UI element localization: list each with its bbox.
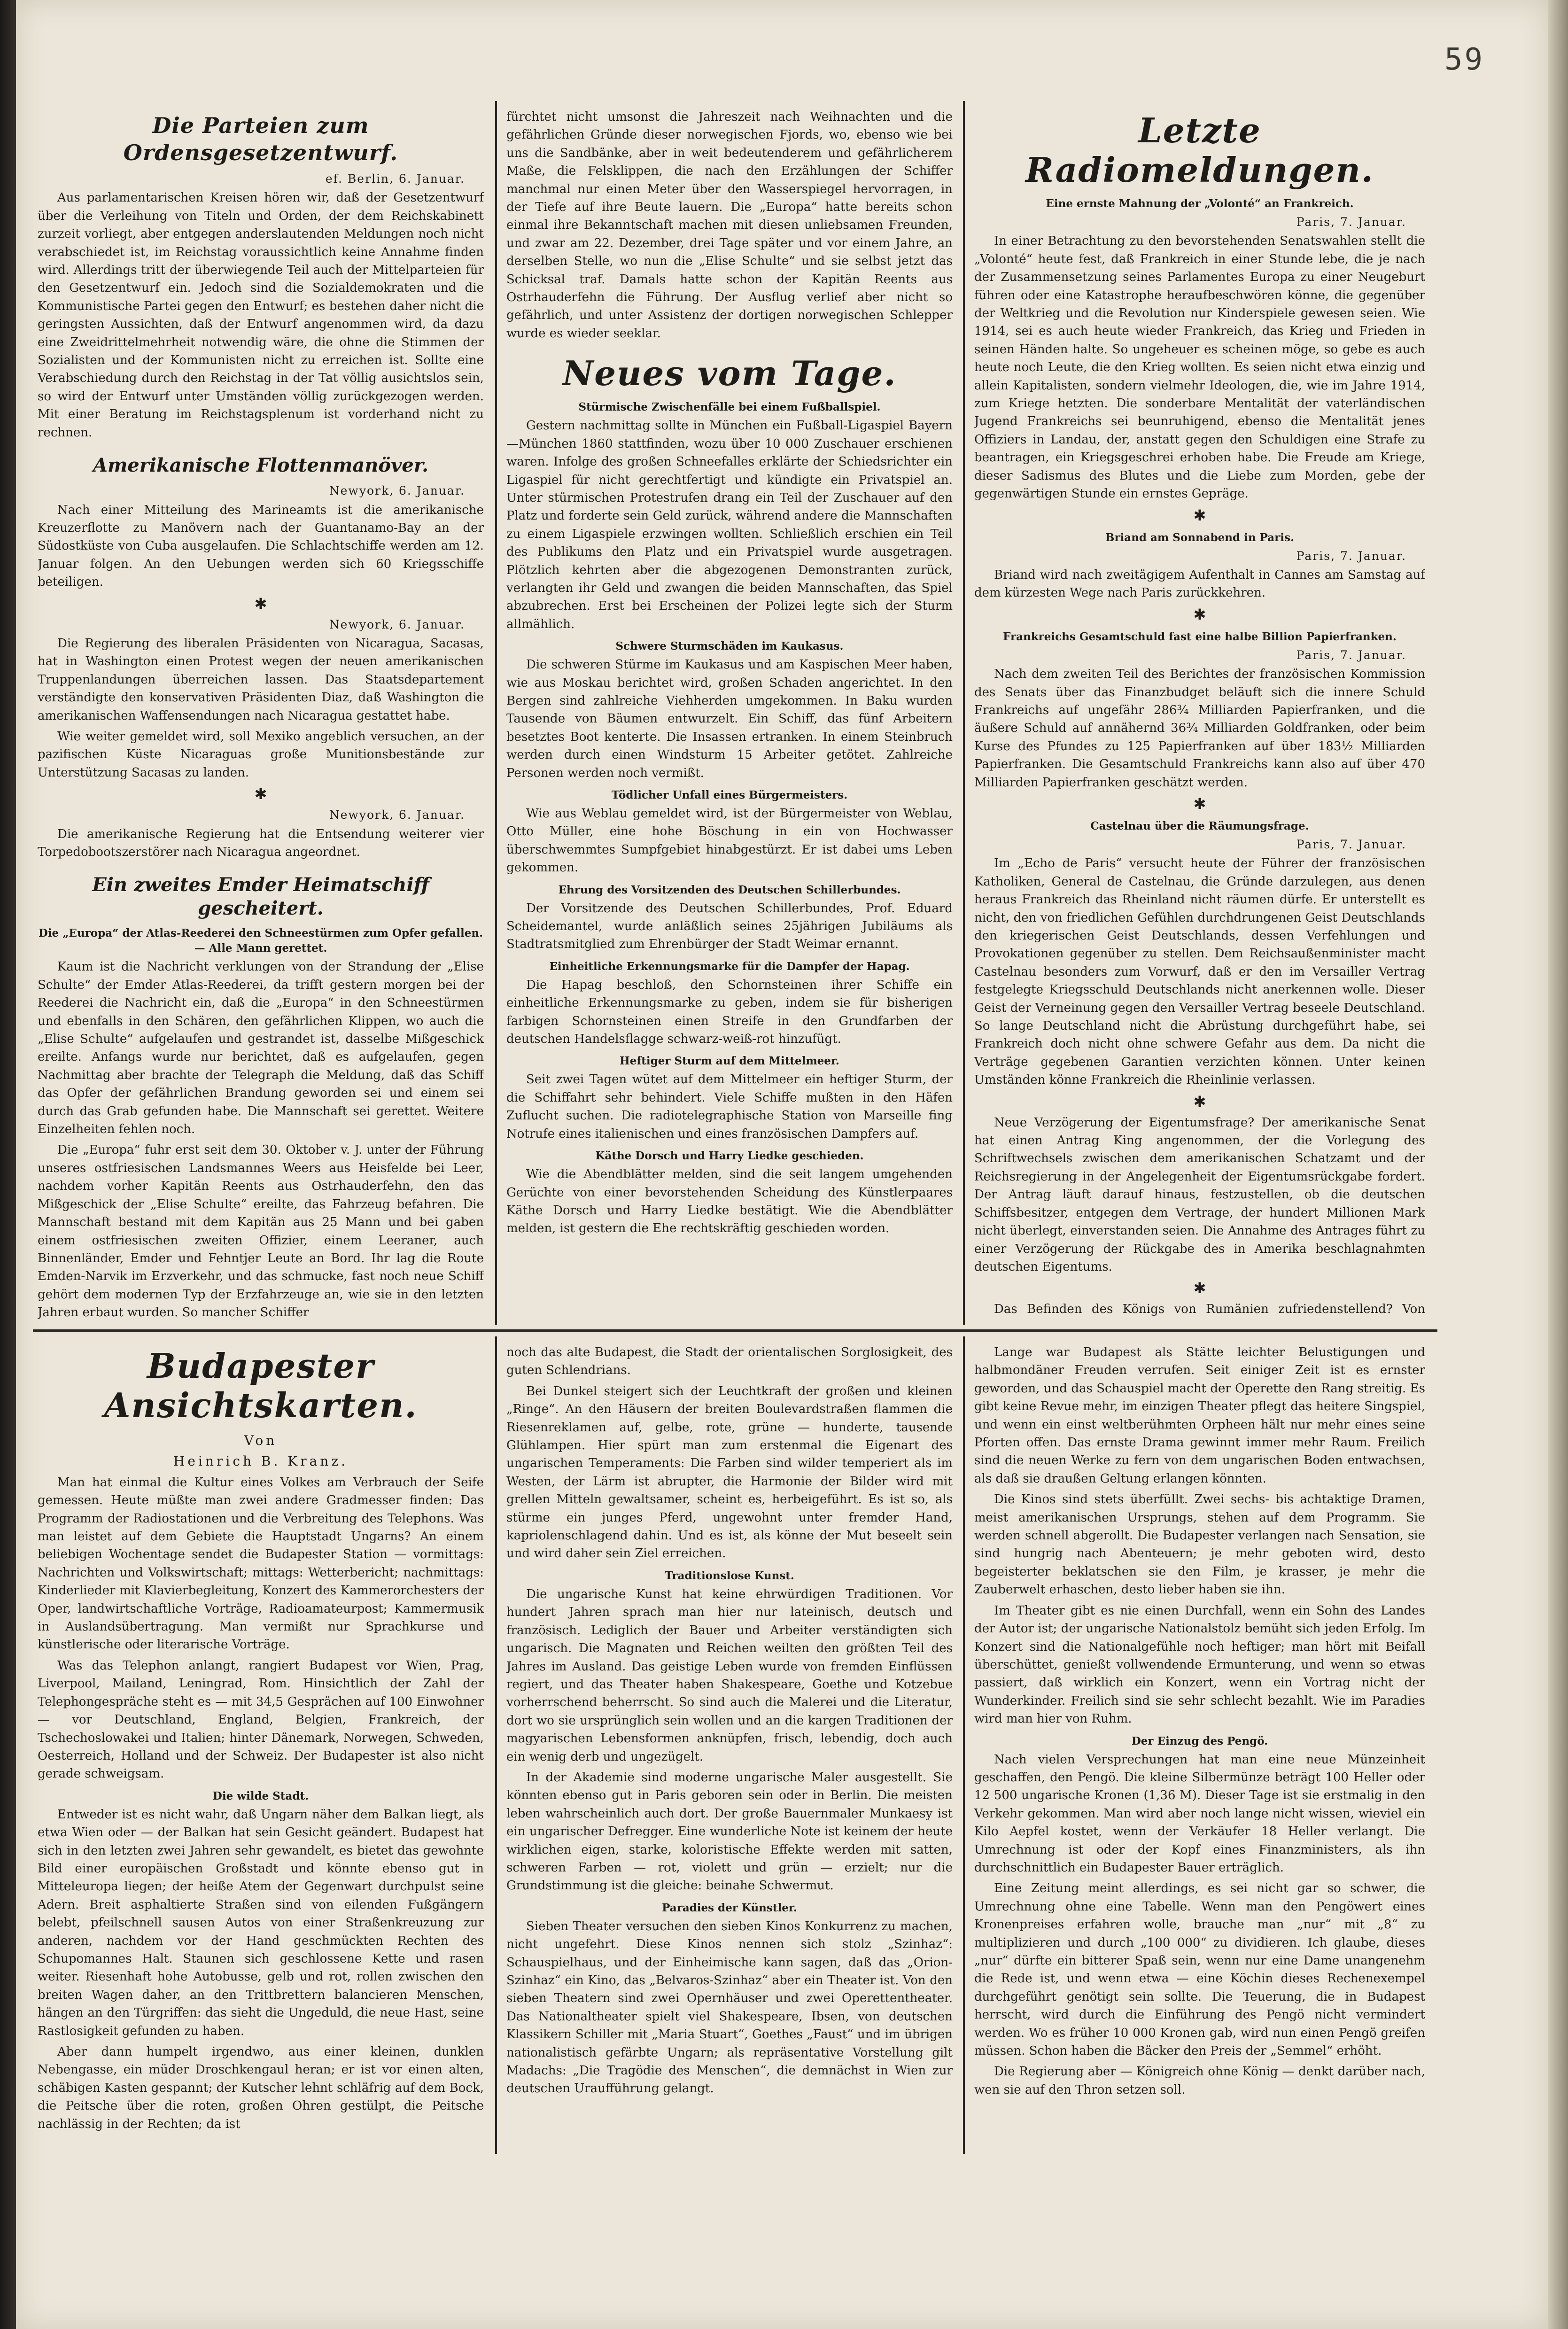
paragraph: Aber dann humpelt irgendwo, aus einer kleinen, dunklen Nebengasse, ein müder Droschkengaul heran; er ist vor einen alten, schäbigen Kasten gespannt; der Kutscher lehnt schläfrig auf dem Bock, die Peitsche über die roten, großen Ohren gestülpt, die Peitsche nachlässig in der Rechten; da ist	[38, 2045, 484, 2131]
column-rule	[963, 101, 965, 1325]
separator-star: ✱	[1193, 794, 1206, 813]
headline-budapester-ansichtskarten: Budapester Ansichtskarten.	[104, 1346, 418, 1425]
subheadline: Eine ernste Mahnung der „Volonté“ an Frankreich.	[1046, 197, 1354, 210]
paragraph: Was das Telephon anlangt, rangiert Budapest vor Wien, Prag, Liverpool, Mailand, Leningrad, Rom. Hinsichtlich der Zahl der Telephongespräche steht es — mit 34,5 Gesprächen auf 100 Einwohner — vor Deutschland, England, Belgien, Frankreich, der Tschechoslowakei und Italien; hinter Dänemark, Norwegen, Schweden, Oesterreich, Holland und der Schweiz. Der Budapester ist also nicht gerade schweigsam.	[38, 1658, 484, 1781]
subheadline: Traditionslose Kunst.	[665, 1569, 794, 1582]
subheadline: Der Einzug des Pengö.	[1131, 1734, 1268, 1747]
page-edge	[1548, 0, 1568, 2329]
paragraph: Seit zwei Tagen wütet auf dem Mittelmeer ein heftiger Sturm, der die Schiffahrt sehr behindert. Viele Schiffe mußten in den Häfen Zuflucht suchen. Die radiotelegraphische Station von Marseille fing Notrufe eines italienischen und eines französischen Dampfers auf.	[506, 1072, 953, 1141]
paragraph: Die Regierung aber — Königreich ohne König — denkt darüber nach, wen sie auf den Thron setzen soll.	[974, 2065, 1425, 2097]
page-number: 59	[1444, 42, 1485, 77]
byline-author: Heinrich B. Kranz.	[173, 1453, 348, 1469]
dateline: Paris, 7. Januar.	[1296, 648, 1406, 662]
section-divider	[33, 1329, 1437, 1332]
paragraph: Die „Europa“ fuhr erst seit dem 30. Oktober v. J. unter der Führung unseres ostfriesischen Landsmannes Weers aus Heisfelde bei Leer, nachdem vorher Kapitän Reents aus Ostrhauderfehn, den das Mißgeschick der „Elise Schulte“ ereilte, das Fahrzeug befahren. Die Mannschaft bestand mit dem Kapitän aus 25 Mann und bei gaben einem ostfriesischen zweiten Offizier, einem Leeraner, auch Binnenländer, Emder und Fehntjer Leute an Bord. Ihr lag die Route Emden-Narvik im Erzverkehr, und das schmucke, fast noch neue Schiff gehört dem modernen Typ der Erzfahrzeuge an, wie sie in den letzten Jahren erbaut wurden. So mancher Schiffer	[38, 1143, 484, 1320]
paragraph: Entweder ist es nicht wahr, daß Ungarn näher dem Balkan liegt, als etwa Wien oder — der Balkan hat sein Gesicht geändert. Budapest hat sich in den letzten zwei Jahren sehr gewandelt, es bietet das gewohnte Bild einer europäischen Großstadt und könnte ebenso gut in Mitteleuropa liegen; der heiße Atem der Gegenwart durchpulst seine Adern. Breit asphaltierte Straßen sind von eilenden Fußgängern belebt, pfeilschnell sausen Autos von einer Straßenkreuzung zur anderen, nachdem vor der Hand geschmückten Rechten des Schupomannes Halt. Staunen sich geschlossene Kette und rasen weiter. Riesenhaft hohe Autobusse, gelb und rot, rollen zwischen den breiten Wagen daher, an den Trittbrettern balancieren Menschen, hängen an den Türgriffen: das sieht die Ungeduld, die neue Hast, seine Rastlosigkeit gefunden zu haben.	[38, 1807, 484, 2038]
byline-von: Von	[244, 1433, 278, 1448]
dateline: Newyork, 6. Januar.	[329, 484, 465, 498]
column-1	[38, 108, 484, 1320]
subheadline: Käthe Dorsch und Harry Liedke geschieden.	[595, 1149, 864, 1163]
paragraph: Lange war Budapest als Stätte leichter Belustigungen und halbmondäner Freuden verrufen. Seit einiger Zeit ist es ernster geworden, und das Schauspiel macht der Operette den Rang streitig. Es gibt keine Revue mehr, im einzigen Theater pflegt das heitere Singspiel, und wenn ein einst weltberühmten Orpheen hält nur mehr eines seine Pforten offen. Das ernste Drama gewinnt immer mehr Raum. Freilich sind die neuen Werke zu fern von dem ungarischen Boden entwachsen, als daß sie draußen Geltung erlangen könnten.	[974, 1345, 1425, 1486]
paragraph: In einer Betrachtung zu den bevorstehenden Senatswahlen stellt die „Volonté“ heute fest, daß Frankreich in einer Stunde lebe, die je nach der Zusammensetzung seines Parlamentes Europa zu einer Neugeburt führen oder eine Katastrophe heraufbeschwören könne, die gegenüber der Weltkrieg und die Revolution nur Kinderspiele gewesen seien. Wie 1914, sei es auch heute wieder Frankreich, das Krieg und Frieden in seinen Händen halte. So ungeheuer es scheinen möge, so gebe es auch heute noch Leute, die den Krieg wollten. Es seien nicht etwa einzig und allein Kapitalisten, sondern vielmehr Ideologen, die, wie im Jahre 1914, zum Kriege hetzten. Die sonderbare Mentalität der vaterländischen Jugend Frankreichs sei beunruhigend, ebenso die Mentalität jenes Offiziers in Landau, der, anstatt gegen den Schuldigen eine Strafe zu beantragen, ein Kriegsgeschrei erhoben habe. Die Freude am Kriege, dieser Sadismus des Blutes und die Liebe zum Morden, gebe der gegenwärtigen Stunde ein ernstes Gepräge.	[974, 234, 1425, 501]
dateline: Paris, 7. Januar.	[1296, 215, 1406, 229]
paragraph: Nach vielen Versprechungen hat man eine neue Münzeinheit geschaffen, den Pengö. Die kleine Silbermünze beträgt 100 Heller oder 12 500 ungarische Kronen (1,36 M). Dieser Tage ist sie erstmalig in den Verkehr gekommen. Man wird aber noch lange nicht wissen, wieviel ein Kilo Aepfel kostet, wenn der Verkäufer 18 Heller verlangt. Die Umrechnung ist oder der Kopf eines Finanzministers, als ihn durchschnittlich ein Budapester Bauer erträglich.	[974, 1752, 1425, 1875]
dateline: Newyork, 6. Januar.	[329, 808, 465, 822]
paragraph: Bei Dunkel steigert sich der Leuchtkraft der großen und kleinen „Ringe“. An den Häusern der breiten Boulevardstraßen flammen die Riesenreklamen auf, gelbe, rote, grüne — hunderte, tausende Glühlampen. Hier spürt man zum erstenmal die Eigenart des ungarischen Temperaments: Die Farben sind wilder temperiert als im Westen, der Lärm ist abrupter, die Harmonie der Bilder wird mit grellen Mitteln gewaltsamer, scheint es, herbeigeführt. Es ist so, als stürme ein junges Pferd, ungewohnt unter fremder Hand, kapriolenschlagend dahin. Und es ist, als könne der Mut beseelt sein und wird daher sein Ziel erreichen.	[506, 1384, 953, 1561]
dateline: Newyork, 6. Januar.	[329, 617, 465, 631]
subheadline: Ehrung des Vorsitzenden des Deutschen Schillerbundes.	[558, 883, 901, 896]
subheadline: Castelnau über die Räumungsfrage.	[1090, 819, 1309, 832]
column-rule	[495, 1336, 497, 2154]
separator-star: ✱	[1193, 605, 1206, 623]
dateline: ef. Berlin, 6. Januar.	[325, 172, 465, 186]
feuilleton-column-3	[974, 1343, 1425, 2151]
feuilleton-column-2	[506, 1343, 953, 2151]
paragraph: Der Vorsitzende des Deutschen Schillerbundes, Prof. Eduard Scheidemantel, wurde anläßlich seines 25jährigen Jubiläums als Stadtratsmitglied zum Ehrenbürger der Stadt Weimar ernannt.	[506, 901, 953, 952]
subheadline: Stürmische Zwischenfälle bei einem Fußballspiel.	[578, 401, 881, 414]
section-title-neues-vom-tage: Neues vom Tage.	[562, 353, 897, 394]
paragraph: Im „Echo de Paris“ versucht heute der Führer der französischen Katholiken, General de Castelnau, die Gründe darzulegen, aus denen heraus Frankreich das Rheinland nicht räumen dürfe. Er unterstellt es nicht, den von friedlichen Gefühlen durchdrungenen Geist Deutschlands den kriegerischen Geist Deutschlands, dessen Verfehlungen und Provokationen gegenüber zu stellen. Dem Reichsaußenminister macht Castelnau besonders zum Vorwurf, daß er den im Versailler Vertrag festgelegte Kriegsschuld Deutschlands nicht anerkennen wolle. Dieser Geist der Verneinung gegen den Versailler Vertrag beseele Deutschland. So lange Deutschland nicht die Abrüstung durchgeführt habe, sei Frankreich doch nicht ohne schwere Gefahr aus dem. Da nicht die Verträge gegebenen Garantien verzichten können. Unter keinen Umständen könne Frankreich die Rheinlinie verlassen.	[974, 856, 1425, 1087]
paragraph: fürchtet nicht umsonst die Jahreszeit nach Weihnachten und die gefährlichen Gründe dieser norwegischen Fjords, wo, ebenso wie bei uns die Sandbänke, aber in weit bedeutenderem und gefährlicherem Maße, die Felsklippen, die nach den Erzählungen der Schiffer manchmal nur einen Meter über den Wasserspiegel hervorragen, in der Tiefe auf ihre Beute lauern. Die „Europa“ hatte bereits schon einmal ihre Bekanntschaft machen mit diesen unliebsamen Freunden, und zwar am 22. Dezember, drei Tage später und vor einem Jahre, an derselben Stelle, wo nun die „Elise Schulte“ und sie selbst jetzt das Schicksal traf. Damals hatte schon der Kapitän Reents aus Ostrhauderfehn die Führung. Der Ausflug verlief aber nicht so gefährlich, und unter Assistenz der dortigen norwegischen Schlepper wurde es wieder seeklar.	[506, 110, 953, 341]
paragraph: Wie die Abendblätter melden, sind die seit langem umgehenden Gerüchte von einer bevorstehenden Scheidung des Künstlerpaares Käthe Dorsch und Harry Liedke bestätigt. Wie die Abendblätter melden, ist gestern die Ehe rechtskräftig geschieden worden.	[506, 1167, 953, 1236]
paragraph: Die ungarische Kunst hat keine ehrwürdigen Traditionen. Vor hundert Jahren sprach man hier nur lateinisch, deutsch und französisch. Lediglich der Bauer und Arbeiter verständigten sich ungarisch. Die Magnaten und Reichen weilten den größten Teil des Jahres im Ausland. Das geistige Leben wurde von fremden Einflüssen regiert, und das Theater haben Shakespeare, Goethe und Kotzebue vorherrschend beherrscht. So sind auch die Malerei und die Literatur, dort wo sie ursprünglich sein wollen und an die kargen Traditionen der magyarischen Lebensformen anknüpfen, frisch, lebendig, doch auch ein wenig derb und ungezügelt.	[506, 1587, 953, 1764]
paragraph: Man hat einmal die Kultur eines Volkes am Verbrauch der Seife gemessen. Heute müßte man zwei andere Gradmesser finden: Das Programm der Radiostationen und die Verbreitung des Telephons. Was man leistet auf dem Gebiete die Hauptstadt Ungarns? An einem beliebigen Wochentage sendet die Budapester Station — vormittags: Nachrichten und Volkswirtschaft; mittags: Wetterbericht; nachmittags: Kinderlieder mit Klavierbegleitung, Konzert des Kammerorchesters der Oper, landwirtschaftliche Vorträge, Radioamateurpost; Kammermusik in Auslandsübertragung. Man vermißt nur Sprachkurse und künstlerische oder literarische Vorträge.	[38, 1475, 484, 1652]
book-binding	[0, 0, 16, 2329]
paragraph: Gestern nachmittag sollte in München ein Fußball-Ligaspiel Bayern—München 1860 stattfinden, wozu über 10 000 Zuschauer erschienen waren. Infolge des großen Schneefalles erklärte der Schiedsrichter ein Ligaspiel für nicht gerechtfertigt und kündigte ein Privatspiel an. Unter stürmischen Protestrufen drang ein Teil der Zuschauer auf den Platz und forderte sein Geld zurück, während andere die Mannschaften zu einem Ligaspiele erzwingen wollten. Schließlich erschien ein Teil des Publikums den Platz und ein Privatspiel wurde ausgetragen. Plötzlich kehrten aber die abgezogenen Demonstranten zurück, verlangten ihr Geld und zwangen die beiden Mannschaften, das Spiel abzubrechen. Erst bei Erscheinen der Polizei legte sich der Sturm allmählich.	[506, 419, 953, 631]
subheadline: Die wilde Stadt.	[212, 1789, 309, 1802]
separator-star: ✱	[1193, 1279, 1206, 1297]
paragraph: Sieben Theater versuchen den sieben Kinos Konkurrenz zu machen, nicht ungefehrt. Diese Kinos nennen sich stolz „Szinhaz“: Schauspielhaus, und der Einheimische kann sagen, daß das „Orion-Szinhaz“ ein Kino, das „Belvaros-Szinhaz“ aber ein Theater ist. Von den sieben Theatern sind zwei Opernhäuser und zwei Operettentheater. Das Nationaltheater spielt viel Shakespeare, Ibsen, von deutschen Klassikern Schiller mit „Maria Stuart“, Goethes „Faust“ und im übrigen nationalistisch gefärbte Ungarn; als repräsentative Vorstellung gilt Madachs: „Die Tragödie des Menschen“, die demnächst in Wien zur deutschen Uraufführung gelangt.	[506, 1919, 953, 2096]
paragraph: Wie aus Weblau gemeldet wird, ist der Bürgermeister von Weblau, Otto Müller, eine hohe Böschung in ein von Hochwasser überschwemmtes Sumpfgebiet hinabgestürzt. Er ist dabei ums Leben gekommen.	[506, 807, 953, 875]
column-rule	[495, 101, 497, 1325]
dateline: Paris, 7. Januar.	[1296, 837, 1406, 851]
subheadline: Einheitliche Erkennungsmarke für die Dampfer der Hapag.	[549, 960, 910, 973]
paragraph: Neue Verzögerung der Eigentumsfrage? Der amerikanische Senat hat einen Antrag King angenommen, der die Vorlegung des Schriftwechsels zwischen dem amerikanischen Schatzamt und der Reichsregierung in der Angelegenheit der Eigentumsrückgabe fordert. Der Antrag läuft darauf hinaus, festzustellen, ob die deutschen Schiffsbesitzer, entgegen dem Vertrage, der hundert Millionen Mark nicht überlegt, einverstanden seien. Die Annahme des Antrages führt zu einer Verzögerung der Rückgabe des in Amerika beschlagnahmten deutschen Eigentums.	[974, 1115, 1425, 1274]
subheadline: Heftiger Sturm auf dem Mittelmeer.	[620, 1055, 839, 1068]
separator-star: ✱	[254, 785, 267, 803]
subheadline: Paradies der Künstler.	[662, 1901, 797, 1914]
subheadline: Die „Europa“ der Atlas-Reederei den Schneestürmen zum Opfer gefallen. — Alle Mann gerettet.	[38, 927, 483, 955]
dateline: Paris, 7. Januar.	[1296, 549, 1406, 563]
headline-letzte-radiomeldungen: Letzte Radiomeldungen.	[1025, 110, 1374, 190]
paragraph: Eine Zeitung meint allerdings, es sei nicht gar so schwer, die Umrechnung ohne eine Tabelle. Wenn man den Pengöwert eines Kronenpreises erfahren wolle, brauche man „nur“ mit „8“ zu multiplizieren und durch „100 000“ zu dividieren. Ich glaube, dieses „nur“ dürfte ein bitterer Spaß sein, wenn nur eine Dame unangenehm die Rede ist, und wenn etwa — eine Köchin dieses Rechenexempel durchgeführt genötigt sein sollte. Die Teuerung, die in Budapest herrscht, wird durch die Einführung des Pengö nicht vermindert werden. Wo es früher 10 000 Kronen gab, wird nun einen Pengö greifen müssen. Schon haben die Bäcker den Preis der „Semmel“ erhöht.	[974, 1881, 1425, 2058]
feuilleton-column-1	[38, 1343, 484, 2151]
paragraph: Wie weiter gemeldet wird, soll Mexiko angeblich versuchen, an der pazifischen Küste Nicaraguas große Munitionsbestände zur Unterstützung Sacasas zu landen.	[38, 729, 484, 780]
paragraph: Aus parlamentarischen Kreisen hören wir, daß der Gesetzentwurf über die Verleihung von Titeln und Orden, der dem Reichskabinett zurzeit vorliegt, aber entgegen anderslautenden Meldungen noch nicht verabschiedet ist, im Reichstag voraussichtlich keine Annahme finden wird. Allerdings tritt der überwiegende Teil auch der Mittelparteien für den Gesetzentwurf ein. Jedoch sind die Sozialdemokraten und die Kommunistische Partei gegen den Entwurf; es bestehen daher nicht die geringsten Aussichten, daß der Entwurf angenommen wird, da dazu eine Zweidrittelmehrheit notwendig wäre, die ohne die Stimmen der Sozialisten und der Kommunisten nicht zu erreichen ist. Sollte eine Verabschiedung durch den Reichstag in der Tat völlig ausichtslos sein, so wird der Entwurf unter Umständen völlig zurückgezogen werden. Mit einer Beratung im Reichstagsplenum ist vorderhand nicht zu rechnen.	[38, 191, 484, 440]
column-2	[506, 108, 953, 1320]
subheadline: Schwere Sturmschäden im Kaukasus.	[615, 640, 844, 653]
paragraph: Kaum ist die Nachricht verklungen von der Strandung der „Elise Schulte“ der Emder Atlas-Reederei, da trifft gestern morgen bei der Reederei die Nachricht ein, daß die „Europa“ in den Schneestürmen und ebenfalls in den Schären, den gefährlichen Klippen, wo auch die „Elise Schulte“ aufgelaufen und gestrandet ist, dasselbe Mißgeschick ereilte. Anfangs wurde nur berichtet, daß es aufgelaufen, gegen Nachmittag aber brachte der Telegraph die Meldung, daß das Schiff das Opfer der gefährlichen Brandung geworden sei und einem sei durch das Grab gefunden habe. Die Mannschaft sei gerettet. Weitere Einzelheiten fehlen noch.	[38, 960, 484, 1137]
paragraph: Im Theater gibt es nie einen Durchfall, wenn ein Sohn des Landes der Autor ist; der ungarische Nationalstolz bemüht sich jeden Erfolg. Im Konzert sind die Nationalgefühle noch heftiger; man hört mit Beifall überschüttet, genießt vollwendende Ermunterung, und wenn so etwas passiert, daß wirklich ein Konzert, wenn ein Vortrag nicht der Wunderkinder. Freilich sind sie sehr schlecht bezahlt. Wie im Paradies wird man hier von Ruhm.	[974, 1603, 1425, 1726]
column-rule	[963, 1336, 965, 2154]
paragraph: Die amerikanische Regierung hat die Entsendung weiterer vier Torpedobootszerstörer nach Nicaragua angeordnet.	[38, 827, 484, 859]
subheadline: Tödlicher Unfall eines Bürgermeisters.	[611, 789, 848, 801]
separator-star: ✱	[254, 594, 267, 613]
paragraph: Nach einer Mitteilung des Marineamts ist die amerikanische Kreuzerflotte zu Manövern nach der Guantanamo-Bay an der Südostküste von Cuba ausgelaufen. Die Schlachtschiffe werden am 12. Januar folgen. An den Uebungen werden sich 60 Kriegsschiffe beteiligen.	[38, 503, 484, 590]
paragraph: noch das alte Budapest, die Stadt der orientalischen Sorglosigkeit, des guten Schlendrians.	[506, 1345, 953, 1378]
headline-flottenmanoever: Amerikanische Flottenmanöver.	[93, 454, 429, 477]
paragraph: Die Hapag beschloß, den Schornsteinen ihrer Schiffe ein einheitliche Erkennungsmarke zu geben, indem sie für bisherigen farbigen Schornsteinen einen Streife in den Grundfarben der deutschen Handelsflagge schwarz-weiß-rot hinzufügt.	[506, 978, 953, 1047]
headline-emder-heimatschiff: Ein zweites Emder Heimatschiff gescheitert.	[92, 874, 429, 920]
paragraph: Die Regierung des liberalen Präsidenten von Nicaragua, Sacasas, hat in Washington einen Protest wegen der neuen amerikanischen Truppenlandungen überreichen lassen. Das Staatsdepartement verständigte den konservativen Präsidenten Diaz, daß Washington die amerikanischen Waffensendungen nach Nicaragua gestattet habe.	[38, 636, 484, 723]
separator-star: ✱	[1193, 1092, 1206, 1110]
paragraph: Das Befinden des Königs von Rumänien zufriedenstellend? Von	[994, 1302, 1425, 1317]
subheadline: Briand am Sonnabend in Paris.	[1105, 531, 1294, 544]
headline-ordensgesetz: Die Parteien zum Ordensgesetzentwurf.	[123, 113, 398, 165]
paragraph: Briand wird nach zweitägigem Aufenthalt in Cannes am Samstag auf dem kürzesten Wege nach Paris zurückkehren.	[974, 567, 1425, 600]
paragraph: In der Akademie sind moderne ungarische Maler ausgestellt. Sie könnten ebenso gut in Paris geboren sein oder in Berlin. Die meisten leben wahrscheinlich auch dort. Der große Bauernmaler Munkaesy ist ein ungarischer Defregger. Eine wunderliche Note ist keinem der heute wirklichen eigen, starke, koloristische Effekte werden mit satten, schweren Farben — rot, violett und grün — erzielt; nur die Grundstimmung ist die gleiche: beinahe Schwermut.	[506, 1770, 953, 1893]
paragraph: Nach dem zweiten Teil des Berichtes der französischen Kommission des Senats über das Finanzbudget beläuft sich die innere Schuld Frankreichs auf ungefähr 286¾ Milliarden Papierfranken, und die äußere Schuld auf annähernd 36¾ Milliarden Goldfranken, oder beim Kurse des Pfundes zu 125 Papierfranken auf über 183½ Milliarden Papierfranken. Die Gesamtschuld Frankreichs kann also auf über 470 Milliarden Papierfranken geschätzt werden.	[974, 667, 1425, 790]
column-3	[974, 108, 1425, 1320]
separator-star: ✱	[1193, 506, 1206, 524]
paragraph: Die schweren Stürme im Kaukasus und am Kaspischen Meer haben, wie aus Moskau berichtet wird, großen Schaden angerichtet. In den Bergen sind zahlreiche Viehherden umgekommen. In Baku wurden Tausende von Bäumen entwurzelt. Ein Schiff, das fünf Arbeitern besetztes Boot kenterte. Die Insassen ertranken. In einem Steinbruch werden durch einen Windsturm 15 Arbeiter getötet. Zahlreiche Personen werden noch vermißt.	[506, 658, 953, 780]
subheadline: Frankreichs Gesamtschuld fast eine halbe Billion Papierfranken.	[1003, 630, 1397, 643]
paragraph: Die Kinos sind stets überfüllt. Zwei sechs- bis achtaktige Dramen, meist amerikanischen Ursprungs, stehen auf dem Programm. Sie werden schnell abgerollt. Die Budapester verlangen nach Sensation, sie sind hungrig nach Abenteuern; je mehr geboten wird, desto begeisterter beklatschen sie den Film, je krasser, je mehr die Zauberwelt erhaschen, desto lieber haben sie ihn.	[974, 1492, 1425, 1597]
